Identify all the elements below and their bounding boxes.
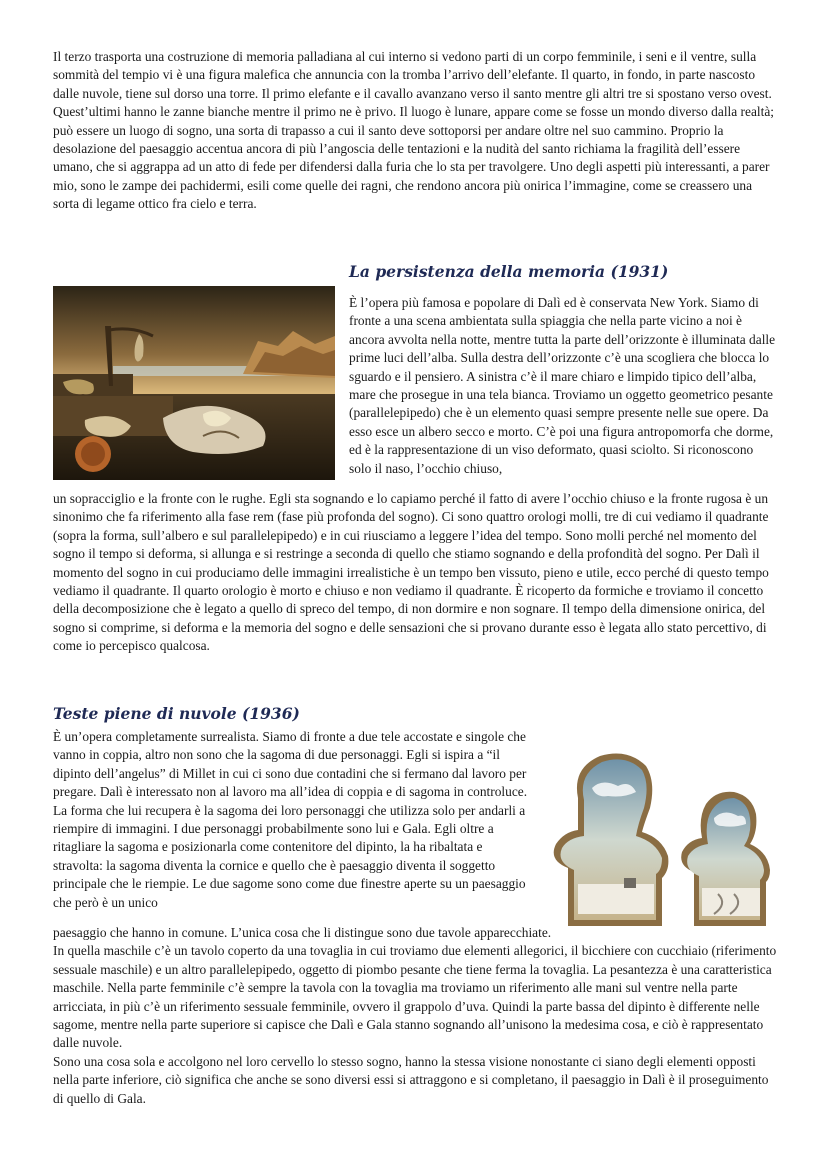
persistence-of-memory-painting xyxy=(53,286,335,480)
teste-side-paragraph: È un’opera completamente surrealista. Siamo di fronte a due tele accostate e singole che vanno in coppia, altro non sono che la sagoma di due personaggi. Egli si ispira a “il dipinto dell’angelus” di Millet in cui ci sono due contadini che si fermano dal lavoro per pregare. Dalì è interessato non al lavoro ma all’idea di coppia e di sagoma in controluce. La forma che lui recupera è la sagoma dei loro personaggi che utilizza solo per andarli a riempire di immagini. I due personaggi probabilmente sono lui e Gala. Egli oltre a ritagliare la sagoma e posizionarla come contenitore del dipinto, la ha ribaltata e stravolta: la sagoma diventa la cornice e quello che è paesaggio diventa il soggetto principale che le riempie. Le due sagome sono come due finestre aperte su un paesaggio che però è un unico xyxy=(53,729,528,910)
persistenza-side-paragraph: È l’opera più famosa e popolare di Dalì ed è conservata New York. Siamo di fronte a una scena ambientata sulla spiaggia che nella parte vicino a noi è ancora avvolta nella notte, mentre tutta la parte dell’orizzonte è illuminata dalle prime luci dell’alba. Sulla destra dell’orizzonte c’è una scogliera che blocca lo sguardo e il pensiero. A sinistra c’è il mare chiaro e limpido tipico dell’alba, mare che prosegue in una tela bianca. Troviamo un oggetto geometrico pesante (parallelepipedo) che è un elemento quasi sempre presente nelle sue opere. Da esso esce un albero secco e morto. C’è poi una figura antropomorfa che dorme, ed è la rappresentazione di un viso deformato, quasi sciolto. Si riconoscono solo il naso, l’occhio chiuso, xyxy=(349,295,776,476)
teste-full-paragraph: paesaggio che hanno in comune. L’unica cosa che li distingue sono due tavole apparecchiate. In quella maschile c’è un tavolo coperto da una tovaglia in cui troviamo due elementi allegorici, il bicchiere con cucchiaio (riferimento sessuale maschile) e un altro parallelepipedo, oggetto di piombo pesante che tiene ferma la tovaglia. La pesantezza è una caratteristica maschile. Nella parte femminile c’è sempre la tavola con la tovaglia ma troviamo un riferimento alle mani sul ventre nella parte arricciata, in più c’è un riferimento sessuale femminile, ovvero il grappolo d’uva. Quindi la parte bassa del dipinto è differente nelle sagome, mentre nella parte superiore si capisce che Dalì e Gala stanno sognando all’unisono la medesima cosa, e ciò è rappresentato dalle nuvole. Sono una cosa sola e accolgono nel loro cervello lo stesso sogno, hanno la stessa visione nonostante ci siano degli elementi opposti nella parte inferiore, ciò significa che anche se sono diversi essi si attraggono e si completano, il paesaggio in Dalì è il proseguimento di quello di Gala. xyxy=(53,925,777,1106)
section-heading-persistenza: La persistenza della memoria (1931) xyxy=(349,262,669,281)
heads-full-of-clouds-painting xyxy=(538,748,772,926)
intro-paragraph: Il terzo trasporta una costruzione di memoria palladiana al cui interno si vedono parti di un corpo femminile, i seni e il ventre, sulla sommità del tempio vi è una figura malefica che annuncia con la tromba l’arrivo dell’elefante. Il quarto, in fondo, in parte nascosto dalle nuvole, tiene sul dorso una torre. Il primo elefante e il cavallo avanzano verso il santo mentre gli altri tre si spostano verso ovest. Quest’ultimi hanno le zanne bianche mentre il primo ne è privo. Il luogo è lunare, appare come se fosse un mondo diverso dalla realtà; può essere un luogo di sogno, una sorta di trapasso a cui il santo deve sottoporsi per andare oltre nel suo cammino. Proprio la desolazione del paesaggio accentua ancora di più l’angoscia delle tentazioni e la nudità del santo richiama la fragilità dell’essere umano, che si aggrappa ad un atto di fede per difendersi dalla furia che lo sta per travolgere. Uno degli aspetti più interessanti, a parer mio, sono le zampe dei pachidermi, esili come quelle dei ragni, che rendono ancora più onirica l’immagine, come se creassero una sorta di legame ottico fra cielo e terra. xyxy=(53,49,774,212)
persistenza-full-paragraph: un sopracciglio e la fronte con le rughe. Egli sta sognando e lo capiamo perché il fatto di avere l’occhio chiuso e la fronte rugosa è un sinonimo che fa riferimento alla fase rem (fase più profonda del sogno). Ci sono quattro orologi molli, tre di cui vediamo il quadrante (sopra la forma, sull’albero e sul parallelepipedo) e in cui riusciamo a leggere l’idea del tempo. Sono molli perché nel momento del sogno il tempo si deforma, si allunga e si restringe a seconda di quello che stiamo sognando e della profondità del sogno. Per Dalì il momento del sogno in cui produciamo delle immagini irrealistiche è un tempo ben vissuto, pieno e utile, ecco perché di questo tempo vediamo il quadrante. Il quarto orologio è morto e chiuso e non vediamo il quadrante. È ricoperto da formiche e troviamo il concetto della decomposizione che è legato a quello di spreco del tempo, di non dormire e non sognare. Il tempo della dimensione onirica, del sogno si comprime, si deforma e la memoria del sogno e delle sensazioni che si provano durante esso è legata allo stato percettivo, di come io percepisco qualcosa. xyxy=(53,491,769,654)
section-heading-teste: Teste piene di nuvole (1936) xyxy=(53,704,300,723)
painting-illustration xyxy=(53,286,335,480)
painting-illustration-pair xyxy=(538,748,772,926)
